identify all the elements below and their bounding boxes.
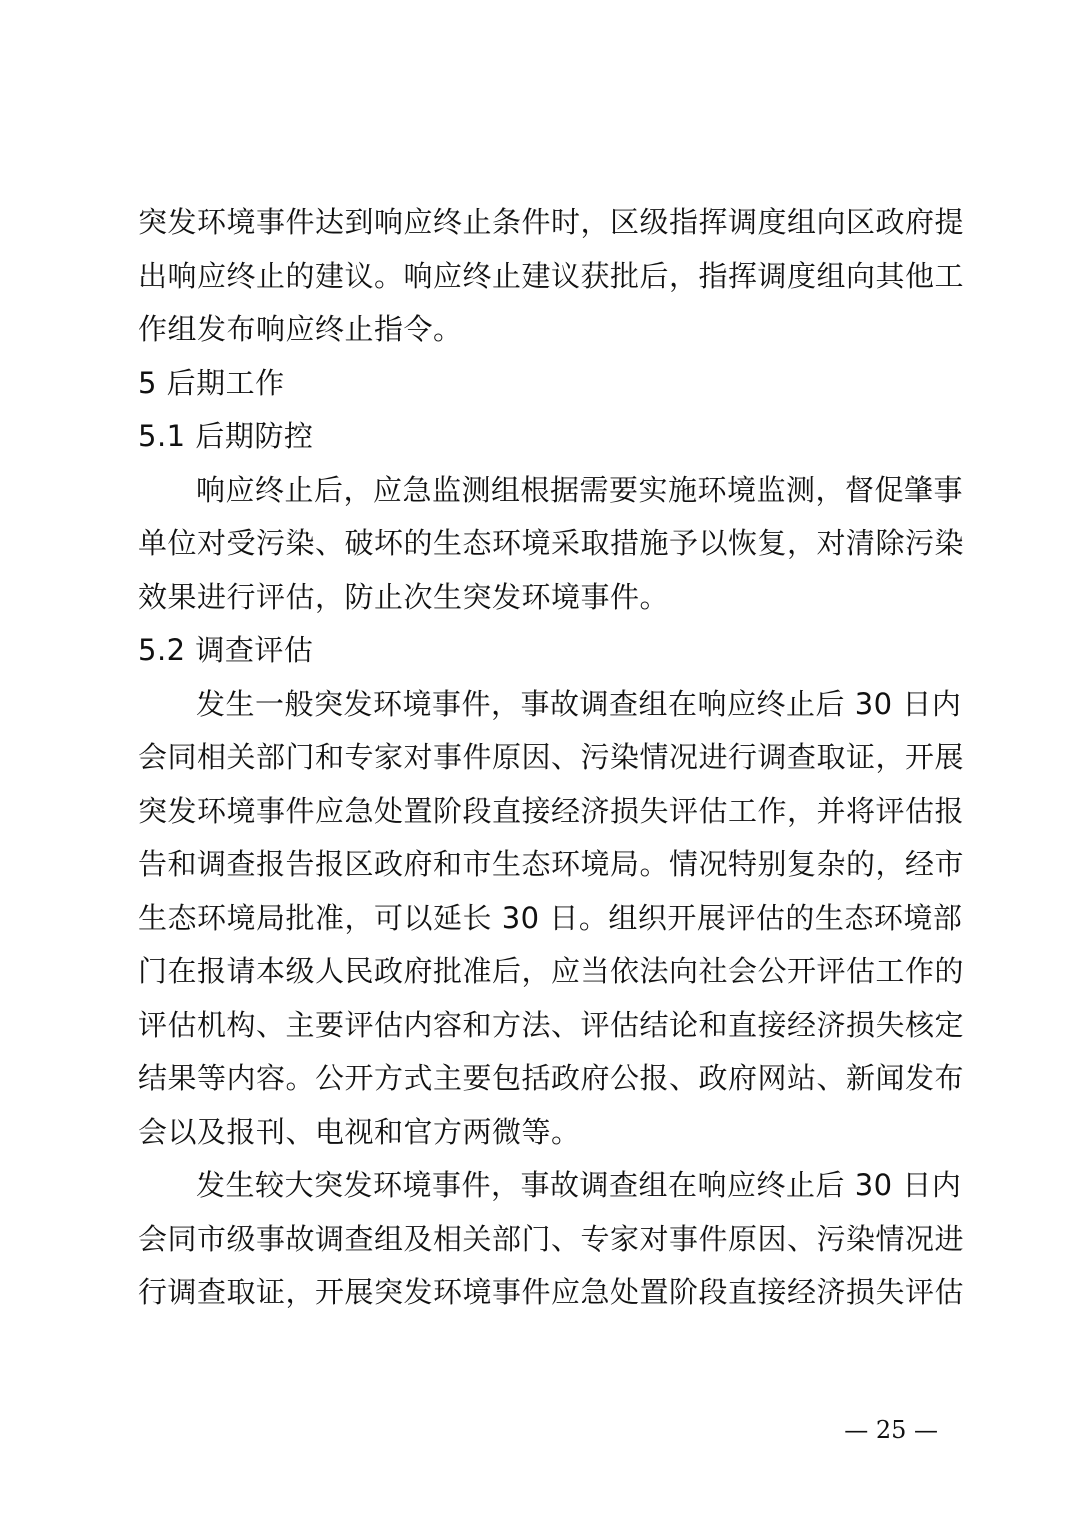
text-line: 会以及报刊、电视和官方两微等。 — [138, 1114, 581, 1149]
document-body — [138, 196, 965, 1320]
text-line: 会同市级事故调查组及相关部门、专家对事件原因、污染情况进 — [138, 1221, 965, 1256]
text-line: 结果等内容。公开方式主要包括政府公报、政府网站、新闻发布 — [138, 1061, 965, 1095]
text-line: 作组发布响应终止指令。 — [138, 312, 463, 346]
section-heading-5-2: 5.2 调查评估 — [138, 633, 314, 667]
text-line: 评估机构、主要评估内容和方法、评估结论和直接经济损失核定 — [138, 1007, 965, 1042]
text-line: 突发环境事件达到响应终止条件时，区级指挥调度组向区政府提 — [138, 205, 965, 239]
section-heading-5: 5 后期工作 — [138, 365, 285, 400]
text-line: 出响应终止的建议。响应终止建议获批后，指挥调度组向其他工 — [138, 258, 965, 293]
text-line: 单位对受污染、破坏的生态环境采取措施予以恢复，对清除污染 — [138, 526, 965, 560]
text-line: 发生较大突发环境事件，事故调查组在响应终止后 30 日内 — [196, 1168, 962, 1202]
text-line: 告和调查报告报区政府和市生态环境局。情况特别复杂的，经市 — [138, 847, 965, 881]
page-number: — 25 — — [844, 1416, 938, 1444]
paragraph-larger-event-investigation — [138, 1159, 965, 1320]
text-line: 响应终止后，应急监测组根据需要实施环境监测，督促肇事 — [196, 472, 964, 507]
text-line: 生态环境局批准，可以延长 30 日。组织开展评估的生态环境部 — [138, 900, 963, 935]
paragraph-post-control — [138, 464, 965, 625]
text-line: 门在报请本级人民政府批准后，应当依法向社会公开评估工作的 — [138, 954, 965, 988]
text-line: 会同相关部门和专家对事件原因、污染情况进行调查取证，开展 — [138, 740, 965, 774]
section-heading-5-1: 5.1 后期防控 — [138, 419, 314, 453]
text-line: 效果进行评估，防止次生突发环境事件。 — [138, 579, 670, 614]
paragraph-general-event-investigation — [138, 678, 965, 1160]
text-line: 突发环境事件应急处置阶段直接经济损失评估工作，并将评估报 — [138, 793, 965, 828]
text-line: 行调查取证，开展突发环境事件应急处置阶段直接经济损失评估 — [138, 1275, 965, 1309]
paragraph-response-termination — [138, 196, 965, 357]
text-line: 发生一般突发环境事件，事故调查组在响应终止后 30 日内 — [196, 686, 962, 721]
